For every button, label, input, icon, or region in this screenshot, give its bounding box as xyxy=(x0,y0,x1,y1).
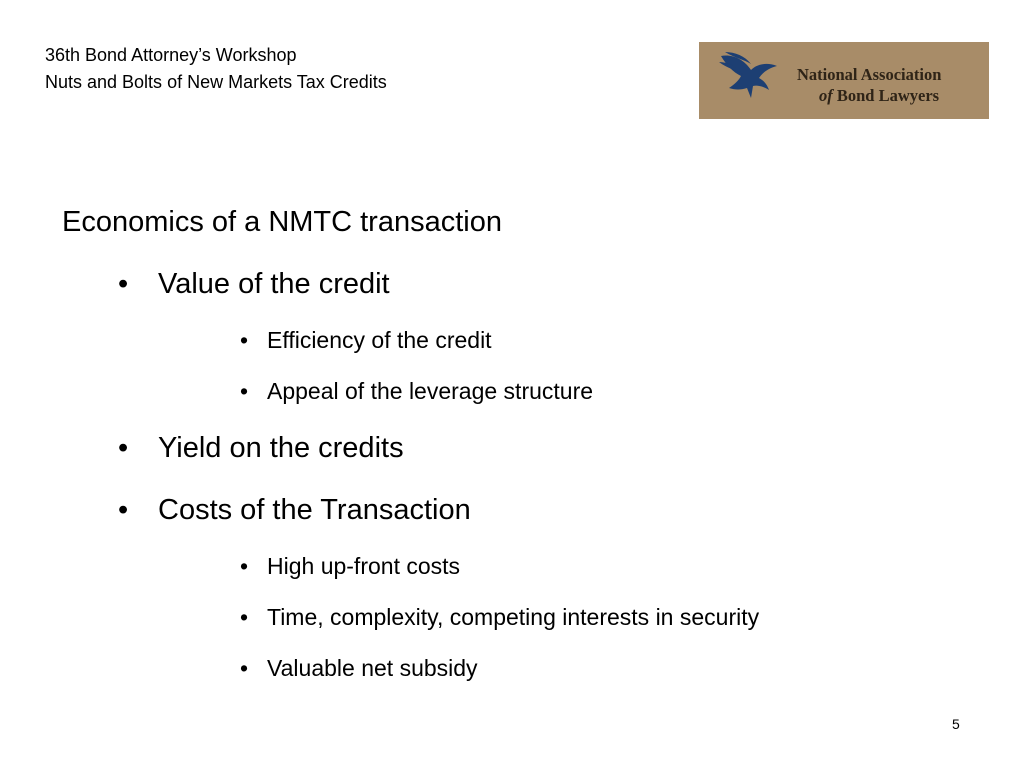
sub-bullet-item xyxy=(62,652,962,685)
sub-bullet-text: Efficiency of the credit xyxy=(267,327,492,353)
session-title: Nuts and Bolts of New Markets Tax Credits xyxy=(45,72,387,92)
sub-bullet-text: Appeal of the leverage structure xyxy=(267,378,594,404)
sub-bullet-item xyxy=(62,550,962,583)
logo-text xyxy=(797,64,941,106)
sub-bullet-item xyxy=(62,375,962,408)
slide-body xyxy=(62,200,962,703)
bullet-icon: • xyxy=(118,268,129,300)
sub-bullet-text: Time, complexity, competing interests in security xyxy=(267,604,760,630)
slide-title: Economics of a NMTC transaction xyxy=(62,206,502,238)
bullet-icon: • xyxy=(240,378,249,404)
bullet-text: Yield on the credits xyxy=(158,432,404,464)
bullet-item xyxy=(62,426,962,470)
page-number: 5 xyxy=(952,716,960,732)
sub-bullet-text: Valuable net subsidy xyxy=(267,655,478,681)
bullet-icon: • xyxy=(240,655,249,681)
eagle-icon xyxy=(717,50,781,106)
bullet-text: Value of the credit xyxy=(158,268,390,300)
sub-bullet-item xyxy=(62,324,962,357)
logo-line-2-rest: Bond Lawyers xyxy=(832,86,940,105)
nabl-logo xyxy=(699,42,989,119)
logo-line-2-prefix: of xyxy=(819,86,833,105)
slide-header xyxy=(45,42,387,96)
bullet-item xyxy=(62,262,962,306)
bullet-text: Costs of the Transaction xyxy=(158,494,471,526)
bullet-icon: • xyxy=(118,432,129,464)
bullet-icon: • xyxy=(240,327,249,353)
bullet-icon: • xyxy=(240,553,249,579)
bullet-icon: • xyxy=(240,604,249,630)
sub-bullet-text: High up-front costs xyxy=(267,553,461,579)
workshop-title: 36th Bond Attorney’s Workshop xyxy=(45,45,297,65)
bullet-icon: • xyxy=(118,494,129,526)
logo-line-1: National Association xyxy=(797,65,942,84)
bullet-item xyxy=(62,488,962,532)
sub-bullet-item xyxy=(62,601,962,634)
logo-line-2 xyxy=(797,85,941,106)
